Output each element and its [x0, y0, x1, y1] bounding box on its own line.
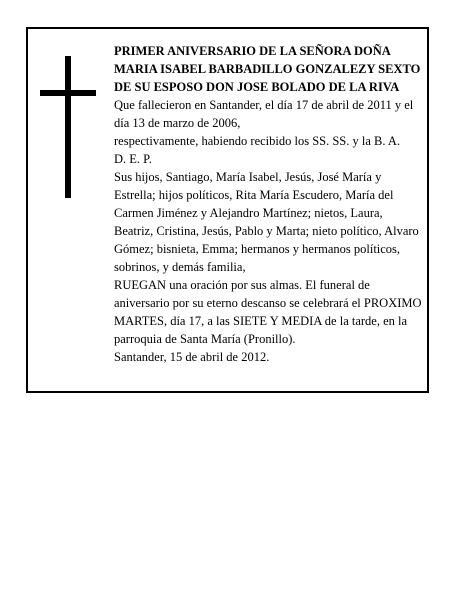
- cross-horizontal-bar: [40, 90, 96, 96]
- notice-heading: PRIMER ANIVERSARIO DE LA SEÑORA DOÑA MARIA ISABEL BARBADILLO GONZALEZY SEXTO DE SU ESPOSO DON JOSE BOLADO DE LA RIVA: [114, 44, 421, 94]
- notice-text: [114, 42, 422, 366]
- latin-cross-icon: [40, 56, 96, 198]
- death-dates-paragraph: Que fallecieron en Santander, el día 17 de abril de 2011 y el día 13 de marzo de 2006,: [114, 98, 414, 130]
- date-place-paragraph: Santander, 15 de abril de 2012.: [114, 350, 270, 364]
- funeral-paragraph: RUEGAN una oración por sus almas. El funeral de aniversario por su eterno descanso se celebrará el PROXIMO MARTES, día 17, a las SIETE Y MEDIA de la tarde, en la parroquia de Santa María (Pronillo).: [114, 278, 422, 346]
- cross-vertical-bar: [65, 56, 71, 198]
- family-paragraph: Sus hijos, Santiago, María Isabel, Jesús, José María y Estrella; hijos políticos, Rita María Escudero, María del Carmen Jiménez y Alejandro Martínez; nietos, Laura, Beatriz, Cristina, Jesús, Pablo y Marta; nieto político, Alvaro Gómez; bisnieta, Emma; hermanos y hermanos políticos, sobrinos, y demás familia,: [114, 170, 419, 274]
- sacraments-paragraph: respectivamente, habiendo recibido los SS. SS. y la B. A.: [114, 134, 401, 148]
- rip-paragraph: D. E. P.: [114, 152, 152, 166]
- obituary-notice: [26, 27, 429, 393]
